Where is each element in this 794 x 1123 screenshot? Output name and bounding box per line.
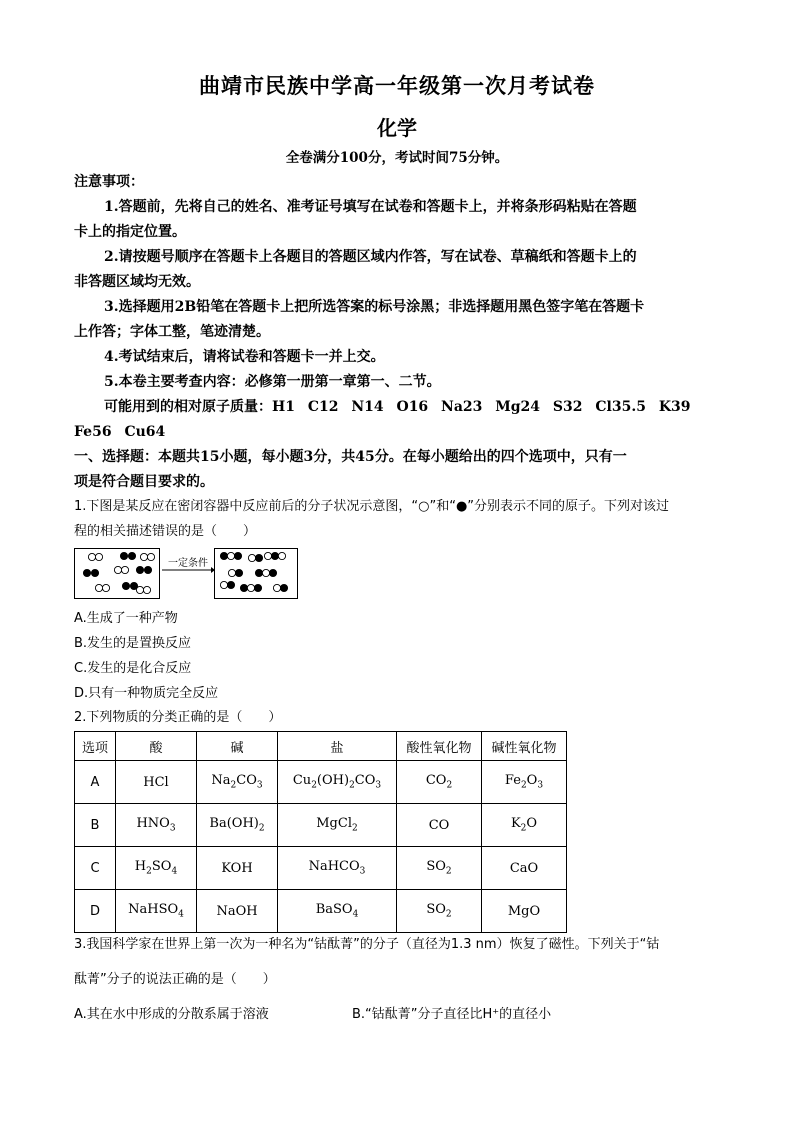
filled-atom [271,552,278,559]
table-cell: MgO [482,890,567,933]
hollow-atom [88,553,95,560]
filled-atom [144,566,151,573]
filled-atom [235,569,242,576]
filled-atom [136,566,143,573]
q1-stem: 1.下图是某反应在密闭容器中反应前后的分子状况示意图，“○”和“●”分别表示不同的原子。下列对该过 [74,499,670,514]
q1-option-b: B.发生的是置换反应 [74,636,192,651]
hollow-atom [147,553,154,560]
filled-atom [240,584,247,591]
note-3b: 上作答；字体工整，笔迹清楚。 [74,324,270,340]
table-cell: $K_2O$ [482,804,567,847]
q3-stem-2: 酞菁”分子的说法正确的是（ ） [74,972,276,987]
table-cell: NaHCO$_3$ [278,847,397,890]
filled-atom [220,552,227,559]
table-cell: NaOH [197,890,278,933]
note-5: 5.本卷主要考查内容：必修第一册第一章第一、二节。 [104,374,441,390]
table-row [75,847,567,890]
notes-heading: 注意事项： [74,174,144,190]
table-row [75,804,567,847]
col-basic-oxide: 碱性氧化物 [482,732,567,761]
hollow-atom [247,584,254,591]
table-cell: CO [397,804,482,847]
hollow-atom [262,569,269,576]
q1-stem-2: 程的相关描述错误的是（ ） [74,524,257,539]
table-cell: $H_2SO_4$ [116,847,197,890]
table-cell: C [75,847,116,890]
filled-atom [128,552,135,559]
hollow-atom [248,554,255,561]
note-4: 4.考试结束后，请将试卷和答题卡一并上交。 [104,349,385,365]
filled-atom [91,569,98,576]
note-3a: 3.选择题用2B铅笔在答题卡上把所选答案的标号涂黑；非选择题用黑色签字笔在答题卡 [104,299,645,315]
filled-atom [234,552,241,559]
section-1-heading-2: 项是符合题目要求的。 [74,474,214,490]
table-cell: HCl [116,761,197,804]
hollow-atom [220,581,227,588]
table-cell: $Fe_2O_3$ [482,761,567,804]
table-cell: NaHSO$_4$ [116,890,197,933]
filled-atom [255,569,262,576]
table-cell: D [75,890,116,933]
filled-atom [120,552,127,559]
arrow-label: 一定条件 [168,558,208,569]
filled-atom [122,582,129,589]
note-1b: 卡上的指定位置。 [74,224,186,240]
hollow-atom [95,584,102,591]
subject-title: 化学 [377,116,417,140]
table-cell: $Na_2CO_3$ [197,761,278,804]
note-2a: 2.请按题号顺序在答题卡上各题目的答题区域内作答，写在试卷、草稿纸和答题卡上的 [104,249,637,265]
q1-option-a: A.生成了一种产物 [74,611,178,626]
table-header-row [75,732,567,761]
note-2b: 非答题区域均无效。 [74,274,200,290]
hollow-atom [95,553,102,560]
col-option: 选项 [75,732,116,761]
hollow-atom [264,552,271,559]
hollow-atom [227,552,234,559]
q1-option-d: D.只有一种物质完全反应 [74,686,219,701]
filled-atom [227,581,234,588]
table-cell: $Ba(OH)_2$ [197,804,278,847]
hollow-atom [228,569,235,576]
table-cell: $SO_2$ [397,847,482,890]
q3-option-a: A.其在水中形成的分散系属于溶液 [74,1007,269,1022]
table-cell: MgCl$_2$ [278,804,397,847]
section-1-heading: 一、选择题：本题共15小题，每小题3分，共45分。在每小题给出的四个选项中，只有一 [74,449,627,465]
col-acidic-oxide: 酸性氧化物 [397,732,482,761]
table-cell: $HNO_3$ [116,804,197,847]
table-cell: $CO_2$ [397,761,482,804]
col-acid: 酸 [116,732,197,761]
q1-option-c: C.发生的是化合反应 [74,661,192,676]
filled-atom [269,569,276,576]
hollow-atom [143,586,150,593]
table-cell: KOH [197,847,278,890]
exam-info: 全卷满分100分，考试时间75分钟。 [285,150,509,166]
hollow-atom [114,566,121,573]
table-row [75,761,567,804]
hollow-atom [140,553,147,560]
q2-stem: 2.下列物质的分类正确的是（ ） [74,710,282,725]
hollow-atom [136,586,143,593]
table-cell: $Cu_2(OH)_2CO_3$ [278,761,397,804]
table-cell: CaO [482,847,567,890]
reaction-diagram [74,548,306,600]
col-salt: 盐 [278,732,397,761]
table-cell: $SO_2$ [397,890,482,933]
hollow-atom [102,584,109,591]
q3-option-b: B.“钴酞菁”分子直径比H⁺的直径小 [352,1007,552,1022]
filled-atom [83,569,90,576]
table-row [75,890,567,933]
classification-table [74,731,567,933]
filled-atom [255,554,262,561]
filled-atom [280,584,287,591]
note-1a: 1.答题前，先将自己的姓名、准考证号填写在试卷和答题卡上，并将条形码粘贴在答题 [104,199,637,215]
table-cell: BaSO$_4$ [278,890,397,933]
hollow-atom [278,552,285,559]
table-cell: B [75,804,116,847]
atomic-mass-line: 可能用到的相对原子质量：H1 C12 N14 O16 Na23 Mg24 S32 Cl35.5 K39 [104,399,691,415]
filled-atom [254,584,261,591]
hollow-atom [273,584,280,591]
col-base: 碱 [197,732,278,761]
q3-stem: 3.我国科学家在世界上第一次为一种名为“钴酞菁”的分子（直径为1.3 nm）恢复了磁性。下列关于“钴 [74,937,660,952]
hollow-atom [121,566,128,573]
table-cell: A [75,761,116,804]
exam-title: 曲靖市民族中学高一年级第一次月考试卷 [199,73,595,98]
atomic-mass-line-2: Fe56 Cu64 [74,424,166,440]
